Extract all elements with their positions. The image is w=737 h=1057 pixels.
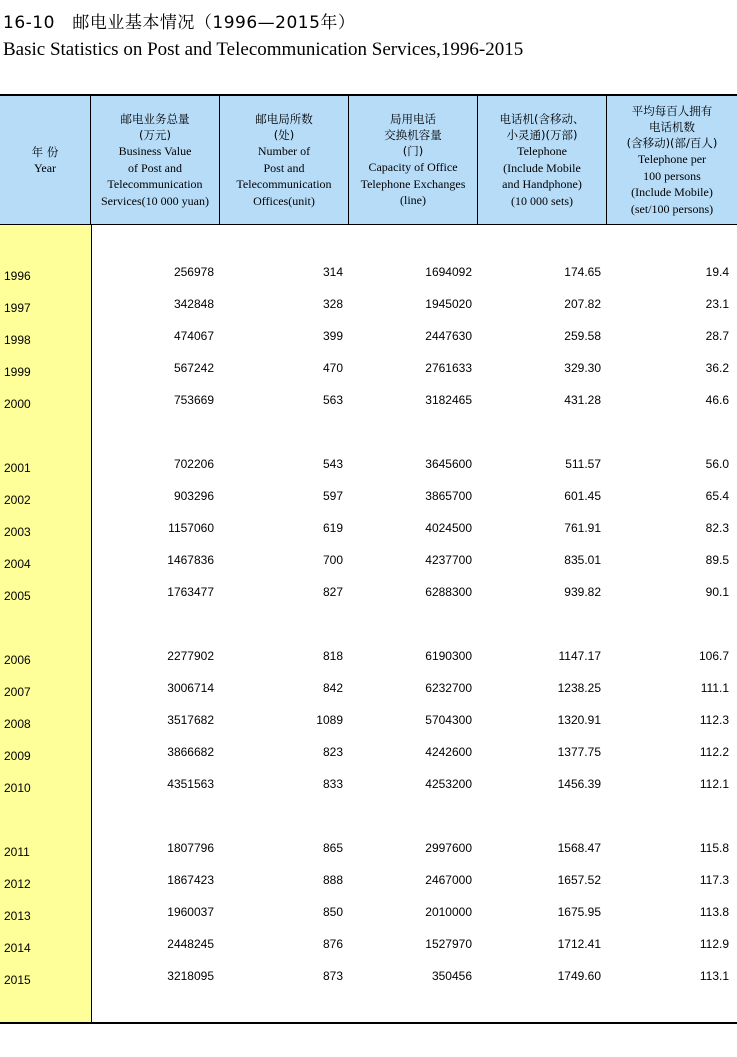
cell-year: 1996 (4, 269, 31, 283)
header-line: Post and (263, 160, 305, 175)
cell-exchanges: 3865700 (425, 489, 472, 503)
cell-business-value: 1467836 (167, 553, 214, 567)
cell-telephones: 1147.17 (558, 649, 601, 663)
cell-per-hundred: 56.0 (705, 457, 729, 471)
header-per-hundred (607, 96, 737, 224)
cell-telephones: 329.30 (564, 361, 601, 375)
cell-exchanges: 1945020 (425, 297, 472, 311)
cell-offices: 818 (322, 649, 343, 663)
header-line: Offices(unit) (253, 193, 315, 208)
cell-year: 2008 (4, 717, 31, 731)
table-row (0, 552, 737, 572)
cell-year: 2004 (4, 557, 31, 571)
cell-telephones: 939.82 (564, 585, 601, 599)
table-row (0, 648, 737, 668)
header-line: and Handphone) (502, 177, 582, 191)
cell-business-value: 1960037 (167, 905, 214, 919)
cell-per-hundred: 112.3 (699, 713, 729, 727)
cell-exchanges: 2010000 (425, 905, 472, 919)
header-year-en: Year (33, 160, 57, 175)
cell-per-hundred: 82.3 (705, 521, 729, 535)
cell-business-value: 1807796 (167, 841, 214, 855)
cell-telephones: 259.58 (564, 329, 601, 343)
cell-business-value: 753669 (173, 393, 214, 407)
cell-per-hundred: 113.8 (699, 905, 729, 919)
cell-offices: 328 (322, 297, 343, 311)
cell-business-value: 256978 (173, 265, 214, 279)
cell-business-value: 3517682 (167, 713, 214, 727)
cell-per-hundred: 19.4 (705, 265, 729, 279)
header-line: 100 persons (643, 168, 701, 183)
header-line: (门) (402, 144, 424, 159)
header-year-cn: 年 份 (31, 144, 59, 159)
header-telephones (478, 96, 607, 224)
cell-exchanges: 4253200 (425, 777, 472, 791)
header-line: Services(10 000 yuan) (101, 193, 209, 208)
header-line: (处) (273, 128, 295, 142)
cell-telephones: 431.28 (564, 393, 601, 407)
table-row (0, 392, 737, 412)
cell-telephones: 1675.95 (557, 905, 601, 919)
table-row (0, 264, 737, 284)
cell-business-value: 342848 (173, 297, 214, 311)
cell-offices: 888 (322, 873, 343, 887)
cell-offices: 399 (322, 329, 343, 343)
header-line: Capacity of Office (368, 160, 458, 175)
cell-offices: 470 (322, 361, 343, 375)
table-row (0, 872, 737, 892)
table-row (0, 328, 737, 348)
table-title-english: Basic Statistics on Post and Telecommunication Services,1996-2015 (3, 39, 524, 60)
cell-year: 2001 (4, 461, 31, 475)
header-line: of Post and (128, 160, 182, 175)
table-row (0, 968, 737, 988)
cell-telephones: 1568.47 (557, 841, 601, 855)
cell-per-hundred: 28.7 (705, 329, 729, 343)
cell-year: 2000 (4, 397, 31, 411)
header-line: (10 000 sets) (511, 193, 573, 208)
cell-exchanges: 2467000 (425, 873, 472, 887)
cell-year: 2009 (4, 749, 31, 763)
cell-business-value: 3006714 (167, 681, 214, 695)
cell-exchanges: 2447630 (425, 329, 472, 343)
cell-year: 2010 (4, 781, 31, 795)
header-line: Telecommunication (236, 177, 332, 191)
header-line: (Include Mobile) (631, 185, 713, 199)
header-year (0, 96, 91, 224)
cell-year: 2002 (4, 493, 31, 507)
cell-year: 2011 (4, 845, 30, 859)
header-line: Business Value (118, 144, 192, 158)
cell-exchanges: 1527970 (425, 937, 472, 951)
cell-business-value: 1157060 (168, 521, 214, 535)
header-line: 电话机数 (649, 120, 695, 134)
table-row (0, 712, 737, 732)
cell-per-hundred: 113.1 (699, 969, 729, 983)
cell-business-value: 567242 (173, 361, 214, 375)
cell-per-hundred: 90.1 (705, 585, 729, 599)
cell-telephones: 1749.60 (557, 969, 601, 983)
cell-year: 2014 (4, 941, 31, 955)
cell-offices: 700 (322, 553, 343, 567)
cell-telephones: 1712.41 (557, 937, 601, 951)
cell-business-value: 1867423 (167, 873, 214, 887)
header-line: (set/100 persons) (630, 201, 714, 216)
cell-exchanges: 2761633 (425, 361, 472, 375)
header-line: 局用电话 (390, 112, 436, 127)
cell-business-value: 2277902 (167, 649, 214, 663)
cell-telephones: 174.65 (564, 265, 601, 279)
table-row (0, 744, 737, 764)
table-row (0, 904, 737, 924)
table-row (0, 456, 737, 476)
cell-offices: 314 (322, 265, 343, 279)
header-line: Telephone Exchanges (360, 176, 466, 191)
cell-per-hundred: 115.8 (699, 841, 729, 855)
cell-year: 1997 (4, 301, 31, 315)
table-row (0, 936, 737, 956)
cell-per-hundred: 112.9 (699, 937, 729, 951)
cell-per-hundred: 36.2 (705, 361, 729, 375)
header-line: 电话机(含移动、 (499, 112, 585, 126)
cell-year: 2006 (4, 653, 31, 667)
cell-offices: 1089 (316, 713, 343, 727)
cell-per-hundred: 89.5 (705, 553, 729, 567)
cell-offices: 850 (322, 905, 343, 919)
cell-telephones: 835.01 (564, 553, 601, 567)
cell-per-hundred: 46.6 (705, 393, 729, 407)
cell-business-value: 2448245 (167, 937, 214, 951)
table-row (0, 776, 737, 796)
cell-year: 2012 (4, 877, 31, 891)
cell-per-hundred: 23.1 (705, 297, 729, 311)
cell-year: 2013 (4, 909, 31, 923)
header-line: 平均每百人拥有 (631, 104, 713, 118)
header-line: Telephone per (637, 152, 707, 166)
header-line: 交换机容量 (384, 128, 442, 143)
table-title-chinese: 16-10 邮电业基本情况（1996—2015年） (3, 13, 356, 33)
cell-telephones: 207.82 (564, 297, 601, 311)
cell-telephones: 761.91 (564, 521, 601, 535)
cell-offices: 833 (322, 777, 343, 791)
table-row (0, 680, 737, 700)
cell-exchanges: 350456 (431, 969, 472, 983)
cell-exchanges: 4237700 (425, 553, 472, 567)
header-line: Telecommunication (107, 177, 203, 191)
cell-year: 1998 (4, 333, 31, 347)
cell-exchanges: 4024500 (425, 521, 472, 535)
cell-exchanges: 1694092 (425, 265, 472, 279)
cell-exchanges: 2997600 (425, 841, 472, 855)
header-line: 邮电局所数 (255, 112, 313, 126)
header-business-value (91, 96, 220, 224)
cell-business-value: 3218095 (167, 969, 214, 983)
cell-year: 2007 (4, 685, 31, 699)
cell-offices: 543 (322, 457, 343, 471)
header-line: (line) (400, 193, 426, 208)
cell-exchanges: 6288300 (425, 585, 472, 599)
table-row (0, 520, 737, 540)
cell-per-hundred: 111.1 (700, 681, 729, 695)
table-row (0, 584, 737, 604)
header-offices (220, 96, 349, 224)
cell-exchanges: 3645600 (425, 457, 472, 471)
cell-business-value: 702206 (173, 457, 214, 471)
header-exchanges (349, 96, 478, 224)
cell-exchanges: 3182465 (425, 393, 472, 407)
cell-exchanges: 4242600 (425, 745, 472, 759)
cell-offices: 873 (322, 969, 343, 983)
cell-offices: 827 (322, 585, 343, 599)
table-row (0, 296, 737, 316)
cell-telephones: 511.57 (565, 457, 601, 471)
cell-offices: 865 (322, 841, 343, 855)
header-line: Number of (257, 144, 311, 158)
cell-telephones: 1377.75 (557, 745, 601, 759)
header-line: (含移动)(部/百人) (626, 136, 718, 150)
cell-year: 2003 (4, 525, 31, 539)
table-row (0, 488, 737, 508)
cell-business-value: 3866682 (167, 745, 214, 759)
header-line: (万元) (139, 128, 171, 142)
cell-telephones: 601.45 (564, 489, 601, 503)
cell-year: 2015 (4, 973, 31, 987)
table-row (0, 840, 737, 860)
cell-telephones: 1657.52 (557, 873, 601, 887)
cell-per-hundred: 112.2 (699, 745, 729, 759)
cell-per-hundred: 117.3 (699, 873, 729, 887)
cell-year: 1999 (4, 365, 31, 379)
cell-telephones: 1320.91 (557, 713, 601, 727)
cell-business-value: 474067 (173, 329, 214, 343)
table-bottom-rule (0, 1022, 737, 1024)
cell-business-value: 903296 (173, 489, 214, 503)
cell-offices: 597 (322, 489, 343, 503)
cell-offices: 563 (322, 393, 343, 407)
table-header (0, 96, 737, 225)
cell-per-hundred: 65.4 (705, 489, 729, 503)
header-line: 小灵通)(万部) (506, 128, 578, 142)
cell-telephones: 1456.39 (557, 777, 601, 791)
cell-offices: 619 (322, 521, 343, 535)
cell-telephones: 1238.25 (557, 681, 601, 695)
cell-business-value: 1763477 (167, 585, 214, 599)
header-line: Telephone (517, 144, 567, 158)
header-line: (Include Mobile (503, 160, 581, 175)
cell-per-hundred: 112.1 (699, 777, 729, 791)
header-line: 邮电业务总量 (120, 112, 190, 126)
cell-year: 2005 (4, 589, 31, 603)
cell-offices: 876 (322, 937, 343, 951)
cell-exchanges: 6190300 (425, 649, 472, 663)
cell-exchanges: 6232700 (425, 681, 472, 695)
cell-per-hundred: 106.7 (698, 649, 729, 663)
cell-offices: 842 (322, 681, 343, 695)
cell-exchanges: 5704300 (425, 713, 472, 727)
table-row (0, 360, 737, 380)
cell-offices: 823 (322, 745, 343, 759)
cell-business-value: 4351563 (167, 777, 214, 791)
